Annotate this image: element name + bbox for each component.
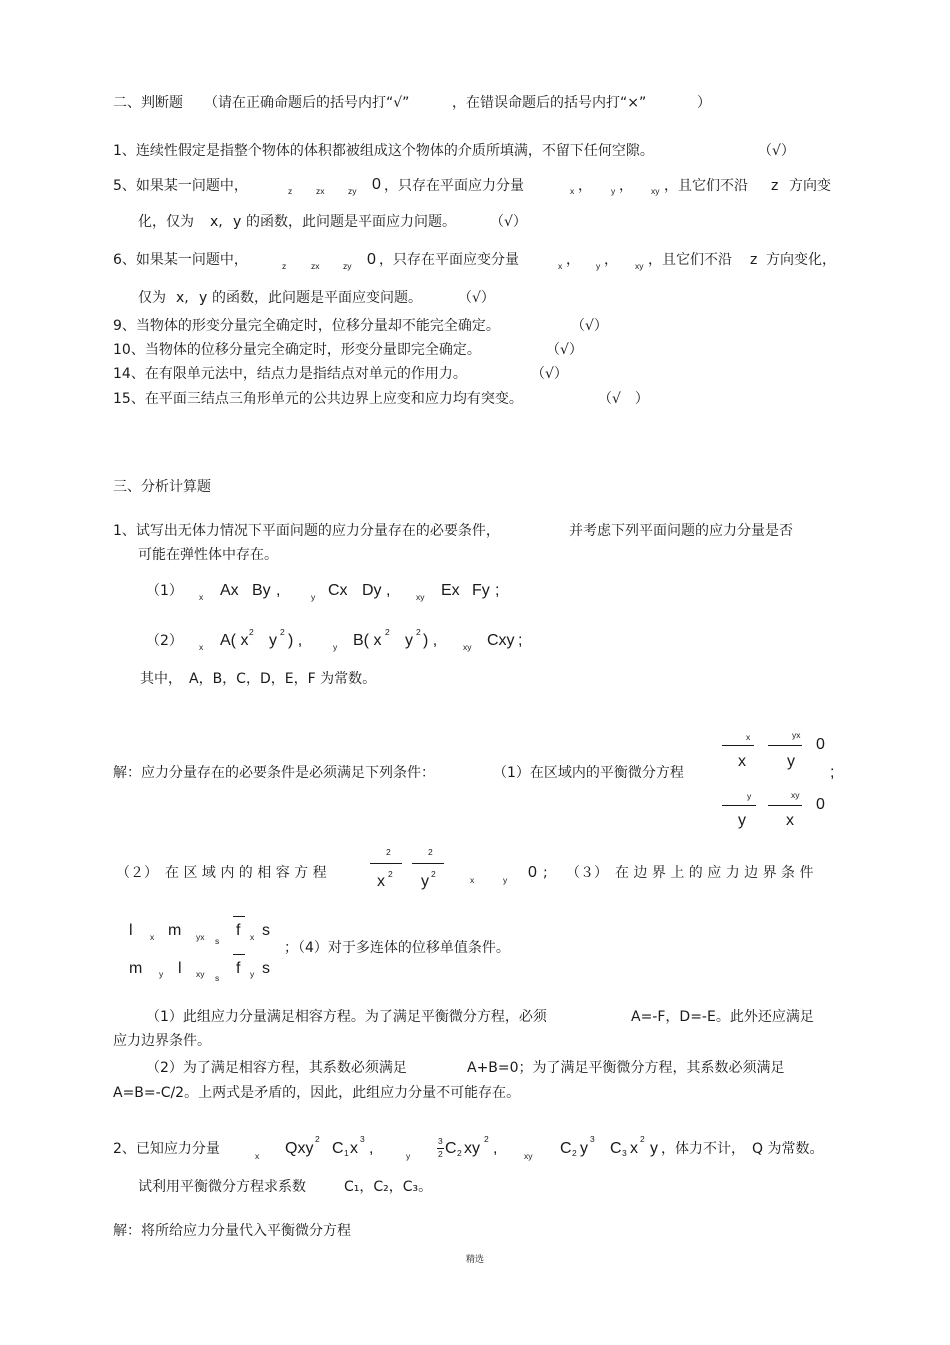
math-term: Ax [220, 582, 239, 599]
case-2-label: （2） [146, 633, 183, 649]
item-6-text: x, [176, 290, 189, 306]
item-5-text: ，且它们不沿 [664, 178, 748, 194]
math-term: m [129, 960, 143, 977]
math-zero: 0 [816, 796, 825, 813]
overline [233, 916, 245, 917]
item-5-text: 方向变 [789, 178, 831, 194]
fraction-numerator: 3 [438, 1136, 443, 1146]
superscript: 2 [280, 627, 285, 637]
math-term: y [269, 632, 277, 649]
item-14-text: 14、在有限单元法中，结点力是指结点对单元的作用力。 [113, 366, 467, 382]
comma: ， [604, 252, 618, 268]
subscript: z [288, 186, 293, 196]
item-1-text: 1、连续性假定是指整个物体的体积都被组成这个物体的介质所填满，不留下任何空隙。 [113, 143, 654, 159]
math-term: ; [495, 582, 500, 599]
subscript: x [250, 932, 255, 942]
problem-1-text: 可能在弹性体中存在。 [138, 547, 278, 563]
fraction-bar [722, 805, 756, 806]
item-6-text: 的函数，此问题是平面应变问题。 [212, 290, 422, 306]
item-10-text: 10、当物体的位移分量完全确定时，形变分量即完全确定。 [113, 342, 481, 358]
item-5-text: x, [210, 214, 223, 230]
item-5-answer: （√） [490, 214, 527, 230]
math-term: s [262, 960, 270, 977]
comma: ， [566, 252, 580, 268]
problem-2-text: ，体力不计， Q 为常数。 [661, 1141, 824, 1157]
answer-1-text: 应力边界条件。 [113, 1033, 211, 1049]
superscript: 2 [385, 627, 390, 637]
item-5-text: ，只存在平面应力分量 [384, 178, 524, 194]
case-1-label: （1） [146, 583, 183, 599]
fraction-bar [370, 863, 402, 864]
answer-1-text: A=-F，D=-E。此外还应满足 [631, 1009, 814, 1025]
subscript: xy [635, 261, 644, 271]
subscript: s [215, 973, 220, 983]
subscript: xy [524, 1151, 533, 1161]
subscript: xy [196, 969, 205, 979]
math-zero: 0 [528, 864, 537, 881]
item-5-text: y [233, 214, 242, 230]
answer-2-text: A=B=-C/2。上两式是矛盾的，因此，此组应力分量不可能存在。 [113, 1085, 521, 1101]
math-zero: 0 [367, 251, 376, 268]
fraction-bar [768, 805, 802, 806]
item-6-text: 方向变化， [766, 252, 836, 268]
fraction-numerator: 2 [386, 847, 391, 857]
comma: ， [578, 178, 592, 194]
problem-2-text: 2、已知应力分量 [113, 1141, 220, 1157]
item-6-text: ，且它们不沿 [648, 252, 732, 268]
compatibility-label: （２） 在 区 域 内 的 相 容 方 程 [116, 865, 327, 881]
item-9-text: 9、当物体的形变分量完全确定时，位移分量却不能完全确定。 [113, 318, 500, 334]
fraction-numerator: y [747, 791, 752, 801]
math-term: ) , [288, 632, 303, 649]
item-5-text: z [771, 178, 779, 194]
math-term: , [386, 582, 391, 599]
math-term: f [236, 922, 241, 939]
math-term: Cx [328, 582, 348, 599]
subscript: xy [416, 592, 425, 602]
superscript: 2 [640, 1134, 645, 1144]
math-term: s [262, 922, 270, 939]
multiply-connected-note: ；（4）对于多连体的位移单值条件。 [284, 940, 510, 956]
section-heading-analysis: 三、分析计算题 [113, 479, 211, 495]
math-term: Cxy [487, 632, 515, 649]
math-term: Fy [472, 582, 490, 599]
fraction-denominator: x [377, 873, 385, 890]
subscript: x [255, 1151, 260, 1161]
superscript: 2 [315, 1134, 320, 1144]
constants-note: 其中， A，B，C，D，E，F 为常数。 [140, 671, 377, 687]
superscript: 3 [590, 1134, 595, 1144]
math-term: y [580, 1140, 588, 1157]
subscript: zy [343, 261, 352, 271]
superscript: 3 [360, 1134, 365, 1144]
item-5-text: 化，仅为 [138, 214, 194, 230]
problem-2-coefficients: C₁，C₂，C₃。 [344, 1179, 433, 1195]
answer-1-text: （1）此组应力分量满足相容方程。为了满足平衡微分方程，必须 [146, 1009, 547, 1025]
math-term: C [332, 1140, 344, 1157]
superscript: 2 [249, 627, 254, 637]
solution-text: 解：将所给应力分量代入平衡微分方程 [113, 1223, 351, 1239]
math-term: Ex [441, 582, 460, 599]
math-term: l [129, 922, 133, 939]
instruction-text: （请在正确命题后的括号内打“√” [204, 95, 410, 111]
fraction-denominator: x [786, 812, 794, 829]
math-term: C [560, 1140, 572, 1157]
item-6-text: z [750, 252, 758, 268]
item-15-answer: （√ ） [598, 391, 649, 407]
subscript: y [611, 186, 616, 196]
fraction-denominator: x [738, 753, 746, 770]
fraction-numerator: 2 [428, 847, 433, 857]
subscript: x [470, 875, 475, 885]
fraction-denominator: 2 [438, 1149, 443, 1159]
item-10-answer: （√） [546, 342, 583, 358]
subscript: xy [651, 186, 660, 196]
math-term: f [236, 960, 241, 977]
item-9-answer: （√） [571, 318, 608, 334]
subscript: y [250, 969, 255, 979]
problem-1-text: 1、试写出无体力情况下平面问题的应力分量存在的必要条件， [113, 523, 500, 539]
item-6-answer: （√） [458, 290, 495, 306]
subscript: zy [348, 186, 357, 196]
math-term: By [252, 582, 271, 599]
page-footer: 精选 [466, 1255, 485, 1265]
fraction-denominator: y [738, 812, 746, 829]
math-term: xy [464, 1140, 480, 1157]
instruction-text: ） [697, 95, 711, 111]
math-term: Qxy [285, 1140, 314, 1157]
item-5-text: 的函数，此问题是平面应力问题。 [246, 214, 456, 230]
item-1-answer: （√） [758, 143, 795, 159]
answer-2-text: （2）为了满足相容方程，其系数必须满足 [146, 1060, 407, 1076]
subscript: z [282, 261, 287, 271]
fraction-bar [768, 745, 802, 746]
math-term: B( x [353, 632, 382, 649]
fraction-bar [412, 863, 444, 864]
comma: ， [619, 178, 633, 194]
math-term: ) , [423, 632, 438, 649]
math-term: , [369, 1140, 374, 1157]
subscript: x [199, 642, 204, 652]
problem-1-text: 并考虑下列平面问题的应力分量是否 [569, 523, 793, 539]
subscript: zx [311, 261, 320, 271]
subscript: s [215, 936, 220, 946]
subscript: y [406, 1151, 411, 1161]
math-term: C [610, 1140, 622, 1157]
subscript: 2 [457, 1148, 462, 1158]
math-term: , [493, 1140, 498, 1157]
semicolon: ; [543, 865, 548, 881]
fraction-numerator: x [746, 732, 751, 742]
problem-2-text: 试利用平衡微分方程求系数 [138, 1179, 306, 1195]
subscript: 1 [344, 1148, 349, 1158]
fraction-numerator: yx [792, 730, 801, 740]
subscript: x [199, 592, 204, 602]
math-zero: 0 [372, 176, 381, 193]
subscript: 3 [622, 1148, 627, 1158]
math-term: y [650, 1140, 658, 1157]
math-term: l [178, 960, 182, 977]
overline [233, 954, 245, 955]
subscript: 2 [572, 1148, 577, 1158]
fraction-bar [722, 745, 754, 746]
subscript: xy [463, 642, 472, 652]
math-term: ; [830, 764, 835, 781]
superscript: 2 [388, 869, 393, 879]
subscript: zx [316, 186, 325, 196]
section-heading-judgement: 二、判断题 [113, 95, 183, 111]
fraction-denominator: y [787, 753, 795, 770]
answer-2-text: A+B=0；为了满足平衡微分方程，其系数必须满足 [467, 1060, 785, 1076]
item-5-text: 5、如果某一问题中， [113, 178, 248, 194]
math-zero: 0 [816, 736, 825, 753]
item-6-text: y [199, 290, 208, 306]
subscript: yx [196, 932, 205, 942]
math-term: x [350, 1140, 358, 1157]
math-term: C [445, 1140, 457, 1157]
subscript: y [333, 642, 338, 652]
math-term: Dy [362, 582, 382, 599]
math-term: ; [518, 632, 523, 649]
solution-intro: 解：应力分量存在的必要条件是必须满足下列条件： [113, 765, 435, 781]
fraction-numerator: xy [791, 790, 800, 800]
subscript: y [159, 969, 164, 979]
instruction-text: ，在错误命题后的括号内打“×” [452, 95, 647, 111]
subscript: x [570, 186, 575, 196]
subscript: y [596, 261, 601, 271]
subscript: y [503, 875, 508, 885]
item-6-text: 6、如果某一问题中， [113, 252, 248, 268]
fraction-denominator: y [421, 873, 429, 890]
subscript: y [311, 592, 316, 602]
math-term: , [276, 582, 281, 599]
item-6-text: ，只存在平面应变分量 [379, 252, 519, 268]
superscript: 2 [431, 869, 436, 879]
superscript: 2 [416, 627, 421, 637]
math-term: m [168, 922, 182, 939]
subscript: x [558, 261, 563, 271]
superscript: 2 [484, 1134, 489, 1144]
subscript: x [150, 932, 155, 942]
solution-label: （1）在区域内的平衡微分方程 [493, 765, 684, 781]
math-term: A( x [220, 632, 249, 649]
item-15-text: 15、在平面三结点三角形单元的公共边界上应变和应力均有突变。 [113, 391, 523, 407]
math-term: y [405, 632, 413, 649]
item-6-text: 仅为 [138, 290, 166, 306]
math-term: x [630, 1140, 638, 1157]
boundary-label: （３） 在 边 界 上 的 应 力 边 界 条 件 [566, 865, 814, 881]
item-14-answer: （√） [531, 366, 568, 382]
